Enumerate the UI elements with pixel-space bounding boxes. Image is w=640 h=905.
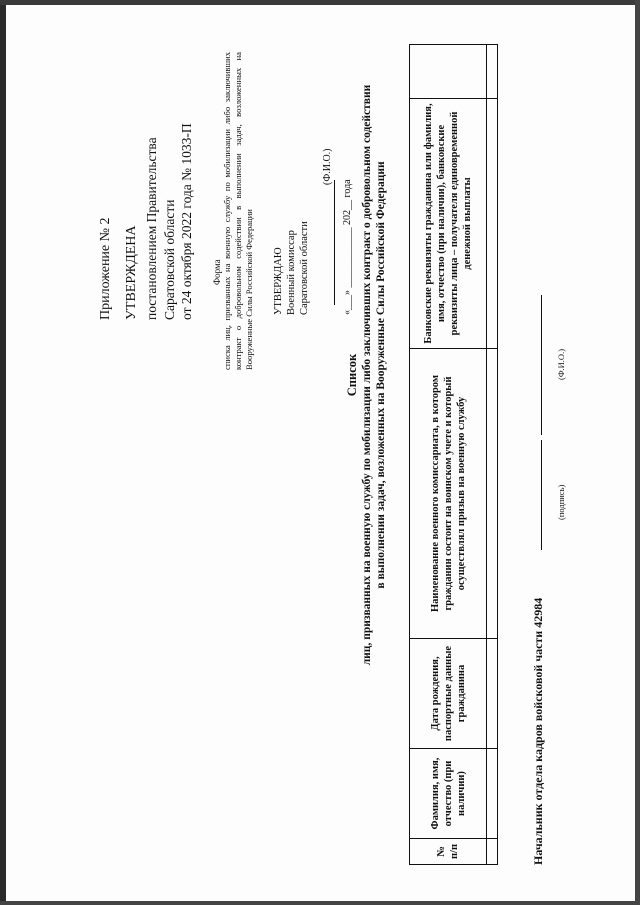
- table-cell: [487, 45, 498, 99]
- appendix-number: Приложение № 2: [98, 217, 113, 320]
- decree-line-2: Саратовской области: [161, 199, 177, 320]
- decree-reference: [143, 123, 196, 320]
- column-header-blank: [410, 45, 487, 99]
- table-header-row: [410, 45, 487, 865]
- approve-position-2: Саратовской области: [299, 221, 310, 315]
- document-title: Список: [345, 353, 359, 397]
- approve-position-1: Военный комиссар: [286, 230, 297, 315]
- persons-table: [409, 44, 498, 865]
- table-row: [487, 45, 498, 865]
- approve-block: [272, 221, 311, 315]
- signature-hint: (подпись): [556, 484, 566, 520]
- commissar-signature-line: [322, 180, 335, 305]
- commissar-fio-hint: (Ф.И.О.): [322, 148, 333, 185]
- column-header-bank-details: Банковские реквизиты гражданина или фамилия, имя, отчество (при наличии), банковские реквизиты лица – получателя единовременной денежной выплаты: [410, 99, 487, 349]
- approved-title: УТВЕРЖДЕНА: [124, 225, 139, 320]
- column-header-birth-passport: Дата рождения, паспортные данные гражданина: [410, 639, 487, 749]
- table-cell: [487, 99, 498, 349]
- form-description: списка лиц, призванных на военную службу по мобилизации либо заключивших контракт о добровольном содействии в выполнении задач, возложенных на Вооруженные Силы Российской Федерации: [222, 52, 254, 370]
- document-subtitle-line-1: лиц, призванных на военную службу по мобилизации либо заключивших контракт о добровольном содействии: [361, 84, 373, 666]
- decree-line-3: от 24 октября 2022 года № 1033-П: [179, 123, 194, 320]
- fio-hint: (Ф.И.О.): [556, 348, 566, 380]
- table-cell: [487, 349, 498, 639]
- column-header-number: № п/п: [410, 839, 487, 865]
- document-subtitle: [360, 0, 388, 755]
- footer-signer-title: Начальник отдела кадров войсковой части 42984: [531, 597, 545, 865]
- fio-line: [540, 295, 542, 435]
- document-subtitle-line-2: в выполнении задач, возложенных на Вооруженные Силы Российской Федерации: [375, 161, 387, 589]
- column-header-full-name: Фамилия, имя, отчество (при наличии): [410, 749, 487, 839]
- form-label: Форма: [212, 259, 222, 285]
- approval-date: «___» ____________ 202__ года: [342, 179, 353, 315]
- signature-line: [540, 440, 542, 550]
- column-header-commissariat: Наименование военного комиссариата, в котором гражданин состоит на воинском учете и который осуществлял призыв на военную службу: [410, 349, 487, 639]
- table-cell: [487, 839, 498, 865]
- table-cell: [487, 749, 498, 839]
- decree-line-1: постановлением Правительства: [144, 137, 159, 320]
- table-cell: [487, 639, 498, 749]
- approve-word: УТВЕРЖДАЮ: [273, 247, 284, 315]
